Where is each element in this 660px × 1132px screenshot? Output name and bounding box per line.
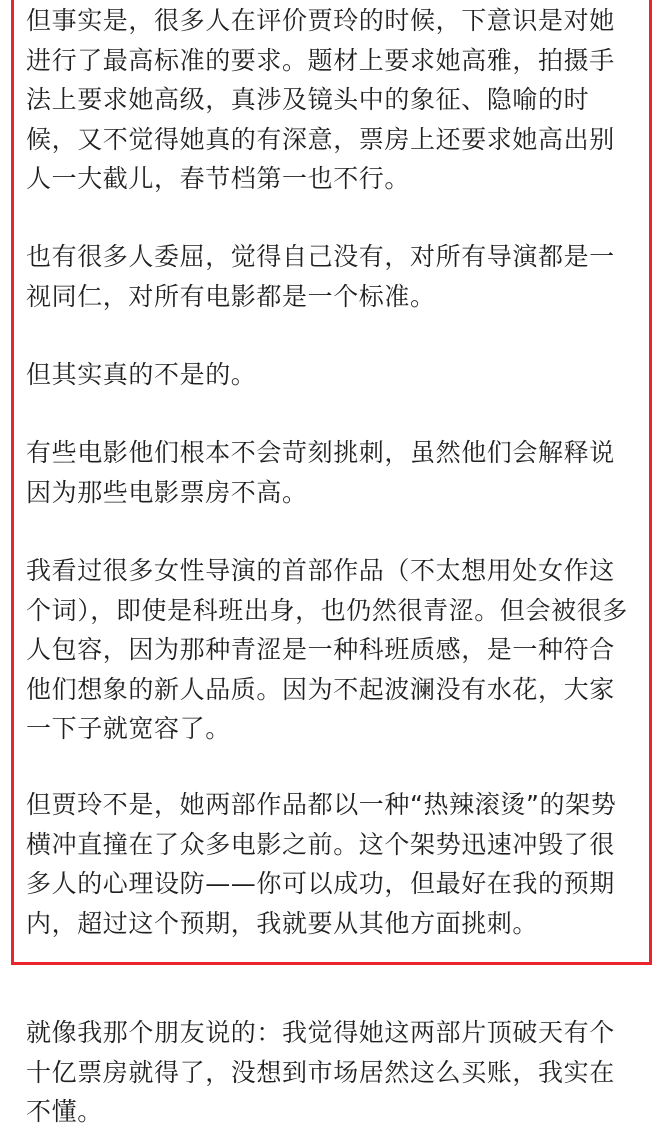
paragraph-4: 有些电影他们根本不会苛刻挑刺，虽然他们会解释说因为那些电影票房不高。 <box>26 438 615 507</box>
paragraph-2: 也有很多人委屈，觉得自己没有，对所有导演都是一视同仁，对所有电影都是一个标准。 <box>26 242 615 311</box>
paragraph-7: 就像我那个朋友说的：我觉得她这两部片顶破天有个十亿票房就得了，没想到市场居然这么买账，我实在不懂。 <box>26 1018 615 1126</box>
paragraph-5: 我看过很多女性导演的首部作品（不太想用处女作这个词），即使是科班出身，也仍然很青涩。但会被很多人包容，因为那种青涩是一种科班质感，是一种符合他们想象的新人品质。因为不起波澜没有水花，大家一下子就宽容了。 <box>26 556 628 743</box>
paragraph-1: 但事实是，很多人在评价贾玲的时候，下意识是对她进行了最高标准的要求。题材上要求她高雅，拍摄手法上要求她高级，真涉及镜头中的象征、隐喻的时候，又不觉得她真的有深意，票房上还要求她高出别人一大截儿，春节档第一也不行。 <box>26 6 615 193</box>
paragraph-3: 但其实真的不是的。 <box>26 360 257 389</box>
paragraph-6: 但贾玲不是，她两部作品都以一种“热辣滚烫”的架势横冲直撞在了众多电影之前。这个架势迅速冲毁了很多人的心理设防——你可以成功，但最好在我的预期内，超过这个预期，我就要从其他方面挑刺。 <box>26 790 617 938</box>
